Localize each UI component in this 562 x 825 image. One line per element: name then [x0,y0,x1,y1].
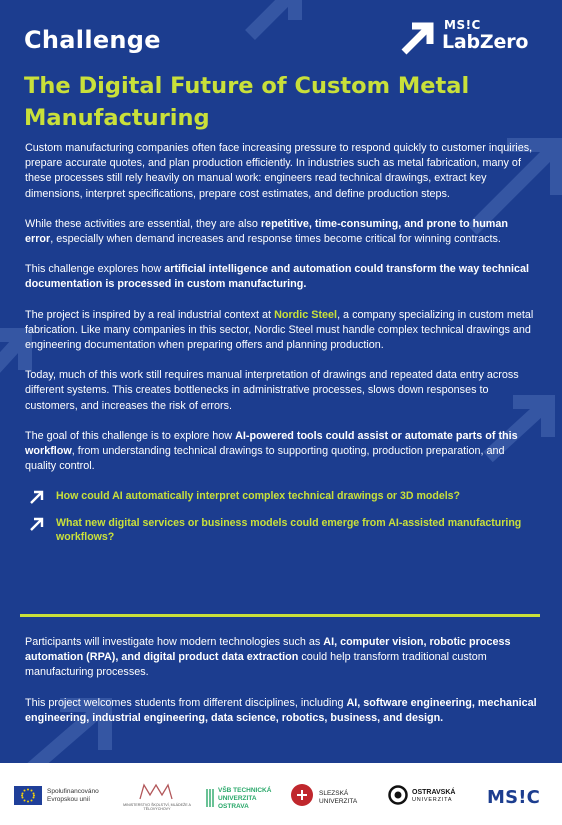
ostravska-text: OSTRAVSKÁ UNIVERZITA [412,789,456,803]
participants-section [25,635,539,741]
vsb-logo [205,781,275,811]
slezska-text: SLEZSKÁ UNIVERZITA [319,790,358,805]
challenge-label: Challenge [24,26,161,54]
eu-text: Spolufinancováno Evropskou unií [47,788,99,803]
question-text: What new digital services or business models could emerge from AI-assisted manufacturing workflows? [56,517,522,544]
logo-arrow-icon [400,20,438,56]
page-title: The Digital Future of Custom Metal Manufacturing [24,73,470,131]
msmt-logo: MINISTERSTVO ŠKOLSTVÍ, MLÁDEŽE A TĚLOVÝCHOVY [118,781,196,811]
paragraph-goal: The goal of this challenge is to explore how AI-powered tools could assist or automate parts of this workflow, from understanding technical drawings to supporting quoting, production preparation, and quality control. [25,429,518,473]
vsb-emblem-icon [205,787,215,809]
body-content [25,141,537,557]
ostravska-univerzita-logo [388,781,468,811]
intro-paragraph: Custom manufacturing companies often face increasing pressure to respond quickly to customer inquiries, prepare accurate quotes, and plan production efficiently. In industries such as metal fabrication, many of these processes still rely heavily on manual work: engineers read technical drawings, extract key dimensions, interpret specifications, prepare cost estimates, and define production steps. [25,142,533,200]
header [24,18,540,64]
question-text: How could AI automatically interpret complex technical drawings or 3D models? [56,490,461,503]
vsb-text: VŠB TECHNICKÁ UNIVERZITA OSTRAVA [218,787,272,810]
emphasis-text: AI, software engineering, mechanical engineering, industrial engineering, data science, robotics, business, and design. [25,696,537,724]
emphasis-text: repetitive, time-consuming, and prone to human error [25,217,509,246]
section-divider [20,614,540,617]
question-item [25,489,537,503]
slezska-univerzita-logo [290,781,370,811]
company-name: Nordic Steel [274,308,338,321]
paragraph-bottlenecks: Today, much of this work still requires manual interpretation of drawings and repeated data entry across different systems. This creates bottlenecks in administrative processes, slows down responses to customers, and increases the risk of errors. [25,369,519,412]
paragraph-human-error: While these activities are essential, they are also repetitive, time-consuming, and prone to human error, especially when demand increases and response times become critical for winning contracts. [25,217,509,246]
arrow-up-right-icon [29,490,45,504]
emphasis-text: artificial intelligence and automation could transform the way technical documentation is processed in custom manufacturing. [25,263,530,291]
paragraph-disciplines: This project welcomes students from different disciplines, including AI, software engineering, mechanical engineering, industrial engineering, data science, robotics, business, and design. [25,696,537,724]
msic-logo: MS!C [487,787,541,808]
slezska-seal-icon [290,783,314,807]
msmt-emblem-icon [136,781,176,801]
eu-flag-icon [14,786,42,805]
eu-logo [14,781,104,811]
question-item [25,516,537,544]
partner-logos-footer [0,763,562,825]
emphasis-text: AI, computer vision, robotic process automation (RPA), and digital product data extraction [25,636,511,664]
arrow-up-right-icon [29,517,45,531]
ostravska-emblem-icon [388,785,408,805]
paragraph-nordic-steel: The project is inspired by a real industrial context at Nordic Steel, a company specializing in custom metal fabrication. Like many companies in this sector, Nordic Steel must handle complex technical drawings and engineering documentation when preparing offers and planning production. [25,308,534,352]
paragraph-technologies: Participants will investigate how modern technologies such as AI, computer vision, robotic process automation (RPA), and digital product data extraction could help transform traditional custom manufacturing processes. [25,636,511,679]
logo-msic-text: MS!C [444,18,481,32]
logo-labzero-text: LabZero [442,31,529,53]
emphasis-text: AI-powered tools could assist or automate parts of this workflow [25,429,518,458]
labzero-logo [400,18,540,58]
paragraph-ai-automation: This challenge explores how artificial intelligence and automation could transform the way technical documentation is processed in custom manufacturing. [25,263,530,291]
